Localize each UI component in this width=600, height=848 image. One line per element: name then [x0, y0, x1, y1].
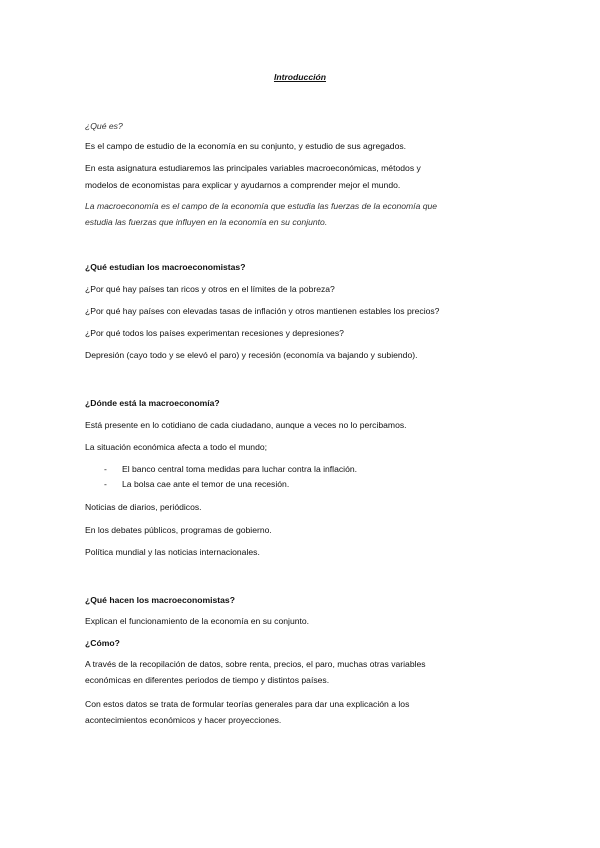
italic-paragraph: La macroeconomía es el campo de la economía que estudia las fuerzas de la economía que — [85, 201, 438, 211]
bullet-dash: - — [104, 464, 107, 474]
paragraph: Es el campo de estudio de la economía en su conjunto, y estudio de sus agregados. — [85, 141, 407, 151]
question: ¿Por qué todos los países experimentan recesiones y depresiones? — [85, 328, 344, 338]
paragraph: Explican el funcionamiento de la economía en su conjunto. — [85, 616, 310, 626]
section-heading: ¿Qué estudian los macroeconomistas? — [85, 262, 246, 272]
document-title: Introducción — [273, 72, 327, 82]
question: ¿Por qué hay países tan ricos y otros en el límites de la pobreza? — [85, 284, 335, 294]
question: ¿Por qué hay países con elevadas tasas de inflación y otros mantienen estables los precios? — [85, 306, 440, 316]
paragraph: Política mundial y las noticias internacionales. — [85, 547, 260, 557]
section-heading: ¿Qué es? — [85, 121, 123, 131]
bullet-dash: - — [104, 479, 107, 489]
paragraph: Está presente en lo cotidiano de cada ciudadano, aunque a veces no lo percibamos. — [85, 420, 407, 430]
paragraph: Noticias de diarios, periódicos. — [85, 502, 202, 512]
paragraph: Con estos datos se trata de formular teorías generales para dar una explicación a los — [85, 699, 410, 709]
paragraph: modelos de economistas para explicar y ayudarnos a comprender mejor el mundo. — [85, 180, 401, 190]
paragraph: económicas en diferentes periodos de tiempo y distintos países. — [85, 675, 330, 685]
subheading: ¿Cómo? — [85, 638, 120, 648]
section-heading: ¿Dónde está la macroeconomía? — [85, 398, 220, 408]
paragraph: acontecimientos económicos y hacer proyecciones. — [85, 715, 282, 725]
paragraph: En esta asignatura estudiaremos las principales variables macroeconómicas, métodos y — [85, 163, 421, 173]
paragraph: La situación económica afecta a todo el mundo; — [85, 442, 268, 452]
paragraph: Depresión (cayo todo y se elevó el paro) y recesión (economía va bajando y subiendo). — [85, 350, 418, 360]
bullet-text: La bolsa cae ante el temor de una recesión. — [122, 479, 290, 489]
section-heading: ¿Qué hacen los macroeconomistas? — [85, 595, 235, 605]
paragraph: A través de la recopilación de datos, sobre renta, precios, el paro, muchas otras variables — [85, 659, 426, 669]
italic-paragraph: estudia las fuerzas que influyen en la economía en su conjunto. — [85, 217, 328, 227]
paragraph: En los debates públicos, programas de gobierno. — [85, 525, 272, 535]
bullet-text: El banco central toma medidas para luchar contra la inflación. — [122, 464, 358, 474]
